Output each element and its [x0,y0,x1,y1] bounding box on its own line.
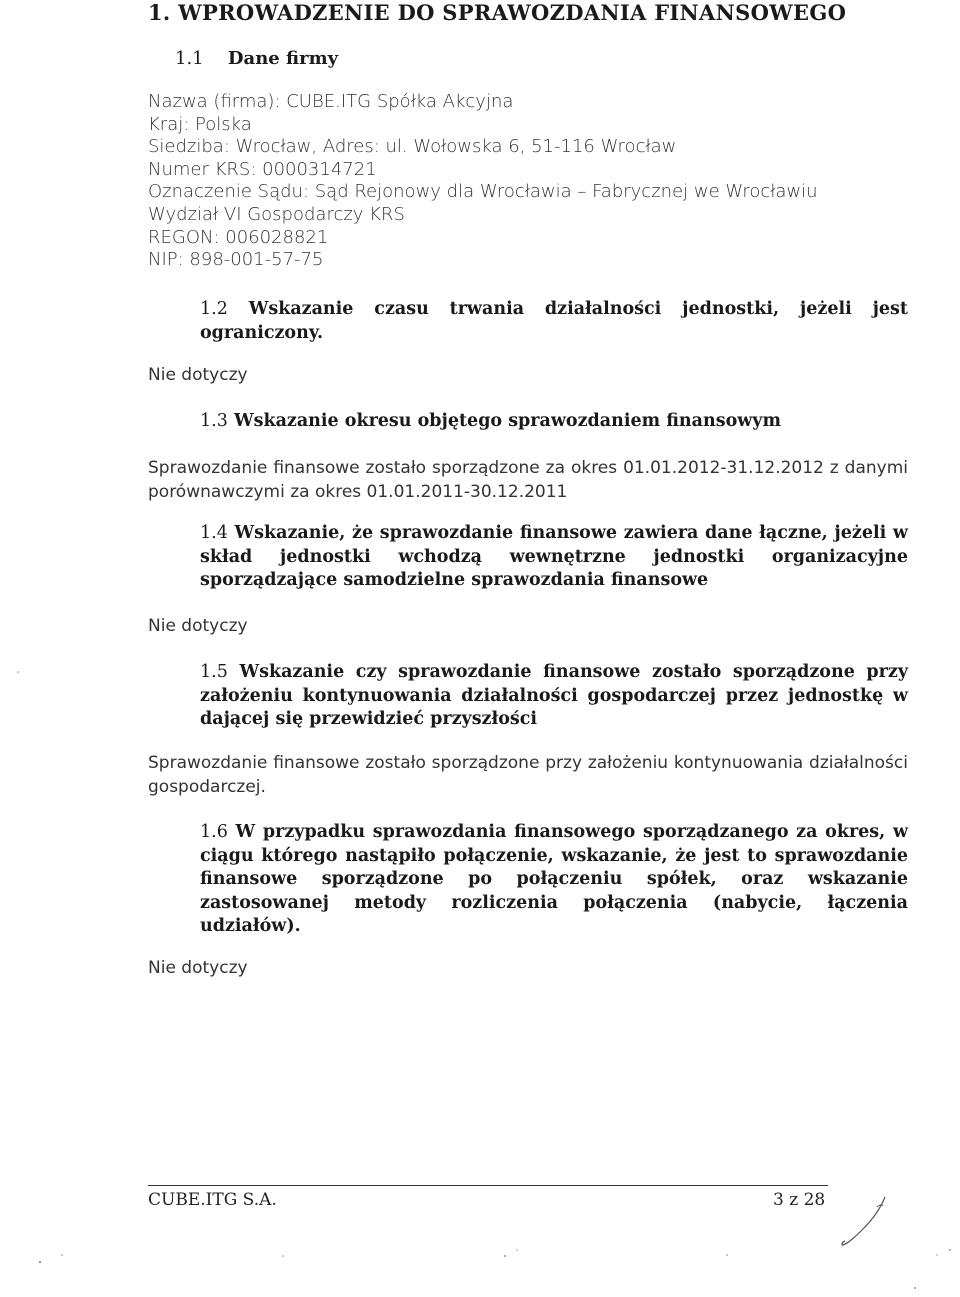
section-content-1-2: Nie dotyczy [148,365,248,385]
section-number: 1.4 [200,523,228,543]
section-number: 1.5 [200,662,228,682]
footer-page-number: 3 z 28 [773,1190,826,1210]
section-content-1-4: Nie dotyczy [148,616,248,636]
section-title: W przypadku sprawozdania finansowego sporządzanego za okres, w ciągu którego nastąpiło połączenie, wskazanie, że jest to sprawozdanie finansowe sporządzone po połączeniu spółek, oraz wskazanie zastosowanej metody rozliczenia połączenia (nabycie, łączenia udziałów). [200,822,909,937]
subheading-title: Dane firmy [227,48,339,69]
section-title: Wskazanie, że sprawozdanie finansowe zawiera dane łączne, jeżeli w skład jednostki wchodzą wewnętrzne jednostki organizacyjne sporządzające samodzielne sprawozdania finansowe [200,523,908,591]
heading-number: 1. [148,0,171,25]
company-country: Kraj: Polska [148,113,252,135]
company-address: Siedziba: Wrocław, Adres: ul. Wołowska 6, 51-116 Wrocław [148,136,677,158]
company-nip: NIP: 898-001-57-75 [148,249,324,271]
section-number: 1.3 [200,411,228,431]
subheading-number: 1.1 [175,48,204,69]
footer-company: CUBE.ITG S.A. [148,1190,277,1210]
section-title: Wskazanie czasu trwania działalności jednostki, jeżeli jest ograniczony. [200,299,908,343]
section-content-1-3: Sprawozdanie finansowe zostało sporządzone za okres 01.01.2012-31.12.2012 z danymi porównawczymi za okres 01.01.2011-30.12.2011 [148,458,908,502]
section-content-1-5: Sprawozdanie finansowe zostało sporządzone przy założeniu kontynuowania działalności gospodarczej. [148,753,908,797]
section-number: 1.6 [200,822,228,842]
company-regon: REGON: 006028821 [148,226,329,248]
section-title: Wskazanie czy sprawozdanie finansowe zostało sporządzone przy założeniu kontynuowania działalności gospodarczej przez jednostkę w dającej się przewidzieć przyszłości [200,662,908,730]
company-name: Nazwa (firma): CUBE.ITG Spółka Akcyjna [148,91,514,112]
company-court: Oznaczenie Sądu: Sąd Rejonowy dla Wrocławia – Fabrycznej we Wrocławiu [148,181,818,203]
heading-title: WPROWADZENIE DO SPRAWOZDANIA FINANSOWEGO [178,0,847,25]
section-number: 1.2 [200,299,228,319]
company-krs: Numer KRS: 0000314721 [148,158,377,180]
section-content-1-6: Nie dotyczy [148,958,248,978]
section-title: Wskazanie okresu objętego sprawozdaniem finansowym [233,411,781,431]
company-court-division: Wydział VI Gospodarczy KRS [148,203,405,225]
